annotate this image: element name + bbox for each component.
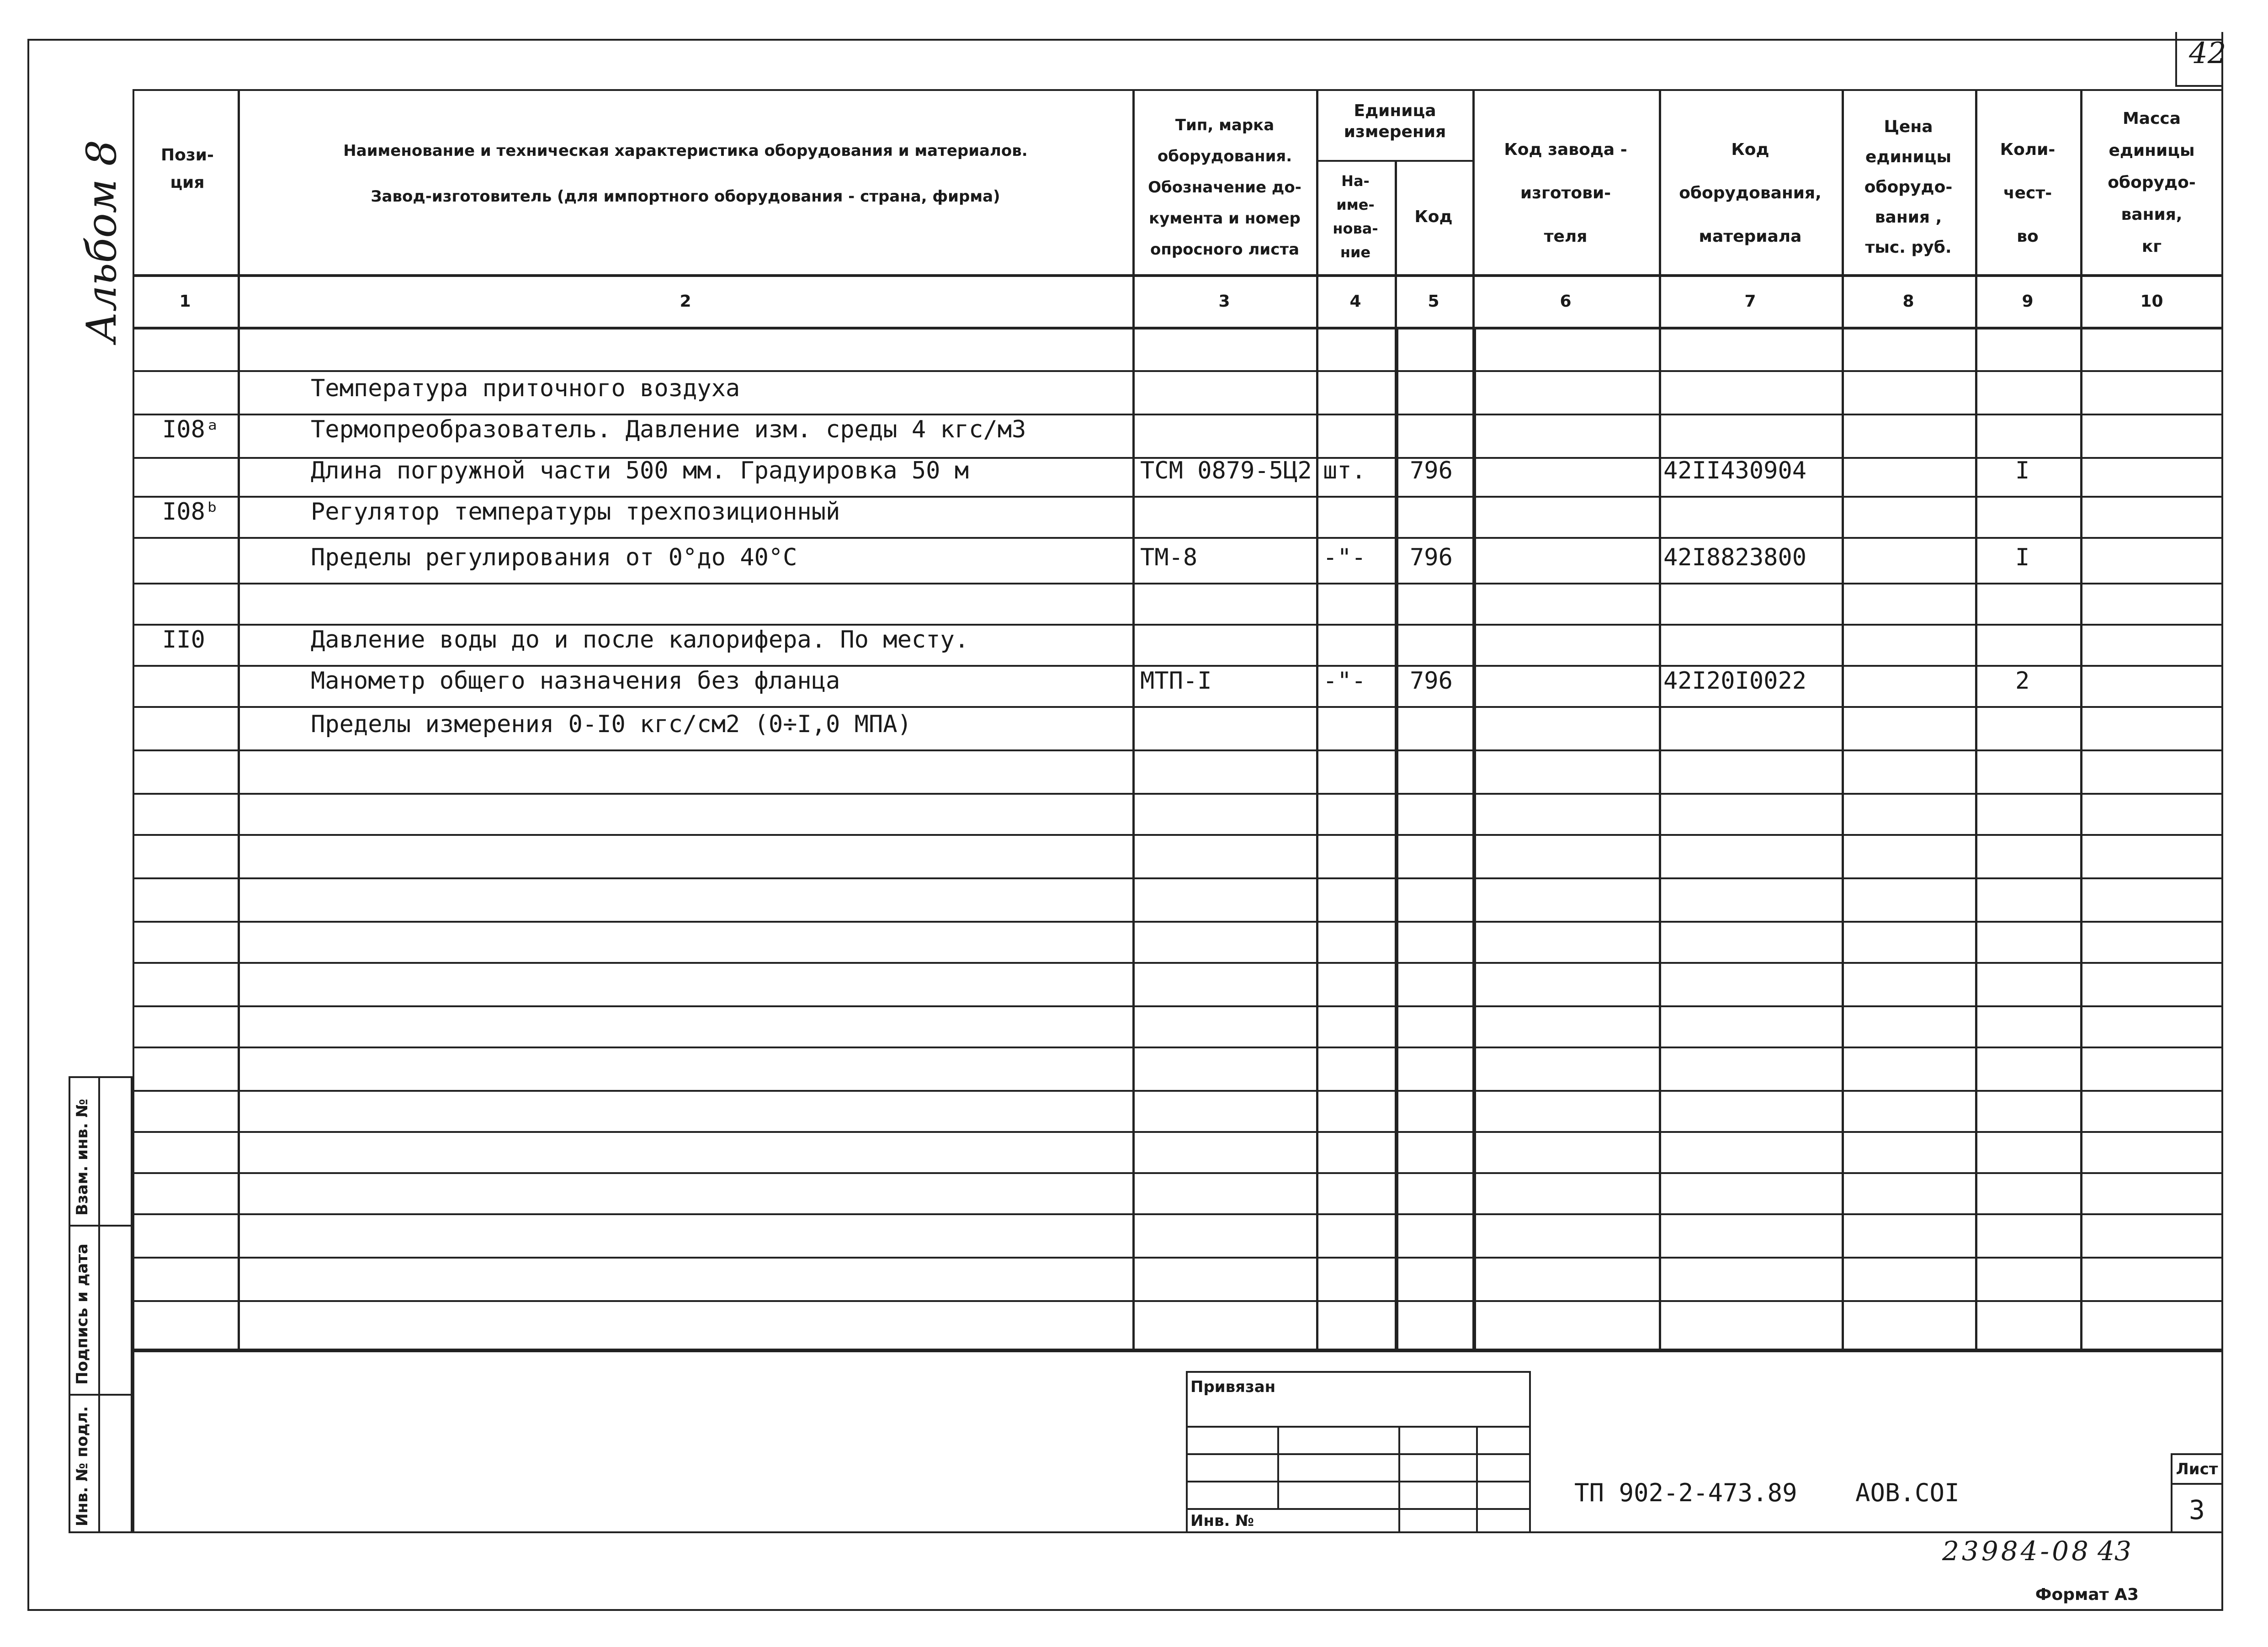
- row-name: Термопреобразователь. Давление изм. среды 4 кгс/м3: [311, 416, 1026, 443]
- row-unit-code: 796: [1410, 457, 1453, 484]
- col-number: 7: [1744, 292, 1756, 311]
- inv-label: Инв. №: [1190, 1512, 1254, 1530]
- row-quantity: I: [2015, 544, 2030, 571]
- row-divider: [133, 1257, 2223, 1259]
- header-equipment-code: Код оборудования, материала: [1679, 140, 1822, 246]
- row-divider: [133, 537, 2223, 539]
- header-type: Тип, марка оборудования. Обозначение до- кумента и номер опросного листа: [1148, 116, 1301, 259]
- row-quantity: I: [2015, 457, 2030, 484]
- row-unit-code: 796: [1410, 667, 1453, 695]
- header-quantity: Коли- чест- во: [2000, 140, 2056, 246]
- row-type: МТП-I: [1140, 667, 1212, 695]
- archive-page: 43: [2098, 1535, 2131, 1567]
- row-unit: шт.: [1323, 457, 1366, 484]
- row-name: Длина погружной части 500 мм. Градуировка 50 м: [311, 457, 969, 484]
- row-name: Регулятор температуры трехпозиционный: [311, 498, 840, 526]
- row-equipment-code: 42II430904: [1663, 457, 1807, 484]
- row-type: ТСМ 0879-5Ц2: [1140, 457, 1312, 484]
- col-number: 5: [1428, 292, 1439, 311]
- row-equipment-code: 42I20I0022: [1663, 667, 1807, 695]
- row-divider: [133, 414, 2223, 415]
- row-type: ТМ-8: [1140, 544, 1198, 571]
- row-name: Пределы регулирования от 0°до 40°С: [311, 544, 797, 571]
- row-divider: [133, 624, 2223, 626]
- row-divider: [133, 749, 2223, 751]
- header-name-line2: Завод-изготовитель (для импортного оборудования - страна, фирма): [371, 187, 1000, 206]
- row-name: Давление воды до и после калорифера. По месту.: [311, 626, 969, 653]
- col-number: 6: [1560, 292, 1572, 311]
- doc-mark: АОВ.СОI: [1855, 1478, 1960, 1507]
- row-divider: [133, 1005, 2223, 1007]
- format-label: Формат А3: [2035, 1585, 2139, 1604]
- row-divider: [133, 1047, 2223, 1048]
- row-divider: [133, 921, 2223, 923]
- row-divider: [133, 665, 2223, 667]
- row-divider: [133, 583, 2223, 584]
- row-divider: [133, 1213, 2223, 1215]
- doc-code: ТП 902-2-473.89: [1574, 1478, 1797, 1507]
- col-number: 3: [1218, 292, 1230, 311]
- row-divider: [133, 370, 2223, 372]
- row-position: I08ᵃ: [162, 416, 220, 443]
- row-name: Пределы измерения 0-I0 кгс/см2 (0÷I,0 МПА): [311, 711, 912, 738]
- col-number: 1: [179, 292, 191, 311]
- col-number: 10: [2140, 292, 2163, 311]
- bound-label: Привязан: [1190, 1378, 1276, 1396]
- side-stamp-signature: Подпись и дата: [73, 1243, 91, 1385]
- row-position: II0: [162, 626, 205, 653]
- col-number: 2: [680, 292, 691, 311]
- row-name: Манометр общего назначения без фланца: [311, 667, 840, 695]
- header-name-line1: Наименование и техническая характеристика оборудования и материалов.: [343, 142, 1028, 160]
- row-divider: [133, 1131, 2223, 1133]
- sheet-number: 3: [2189, 1494, 2205, 1525]
- row-divider: [133, 1172, 2223, 1174]
- header-factory-code: Код завода - изготови- теля: [1504, 140, 1627, 246]
- col-number: 8: [1902, 292, 1914, 311]
- row-quantity: 2: [2015, 667, 2030, 695]
- row-equipment-code: 42I8823800: [1663, 544, 1807, 571]
- row-divider: [133, 1090, 2223, 1092]
- row-unit: -"-: [1323, 667, 1366, 695]
- row-divider: [133, 877, 2223, 879]
- row-divider: [133, 1300, 2223, 1302]
- header-unit-code: Код: [1414, 207, 1453, 226]
- row-divider: [133, 496, 2223, 498]
- side-stamp-inv: Инв. № подл.: [73, 1406, 91, 1526]
- row-divider: [133, 793, 2223, 795]
- row-divider: [133, 834, 2223, 836]
- side-stamp-replace: Взам. инв. №: [73, 1099, 91, 1216]
- archive-number: 23984-08: [1942, 1535, 2091, 1567]
- header-price: Цена единицы оборудо- вания , тыс. руб.: [1864, 117, 1953, 257]
- col-number: 9: [2022, 292, 2034, 311]
- header-unit-name: На- име- нова- ние: [1333, 172, 1378, 261]
- col-number: 4: [1349, 292, 1361, 311]
- row-name: Температура приточного воздуха: [311, 375, 740, 402]
- header-position: Пози- ция: [161, 146, 214, 192]
- header-unit-group: Единица измерения: [1344, 101, 1446, 141]
- row-divider: [133, 706, 2223, 708]
- row-unit-code: 796: [1410, 544, 1453, 571]
- row-position: I08ᵇ: [162, 498, 220, 526]
- corner-number: 42: [2189, 37, 2226, 70]
- album-label: Альбом 8: [78, 139, 126, 343]
- row-divider: [133, 962, 2223, 964]
- sheet-label: Лист: [2176, 1460, 2218, 1478]
- row-unit: -"-: [1323, 544, 1366, 571]
- header-mass: Масса единицы оборудо- вания, кг: [2108, 109, 2196, 256]
